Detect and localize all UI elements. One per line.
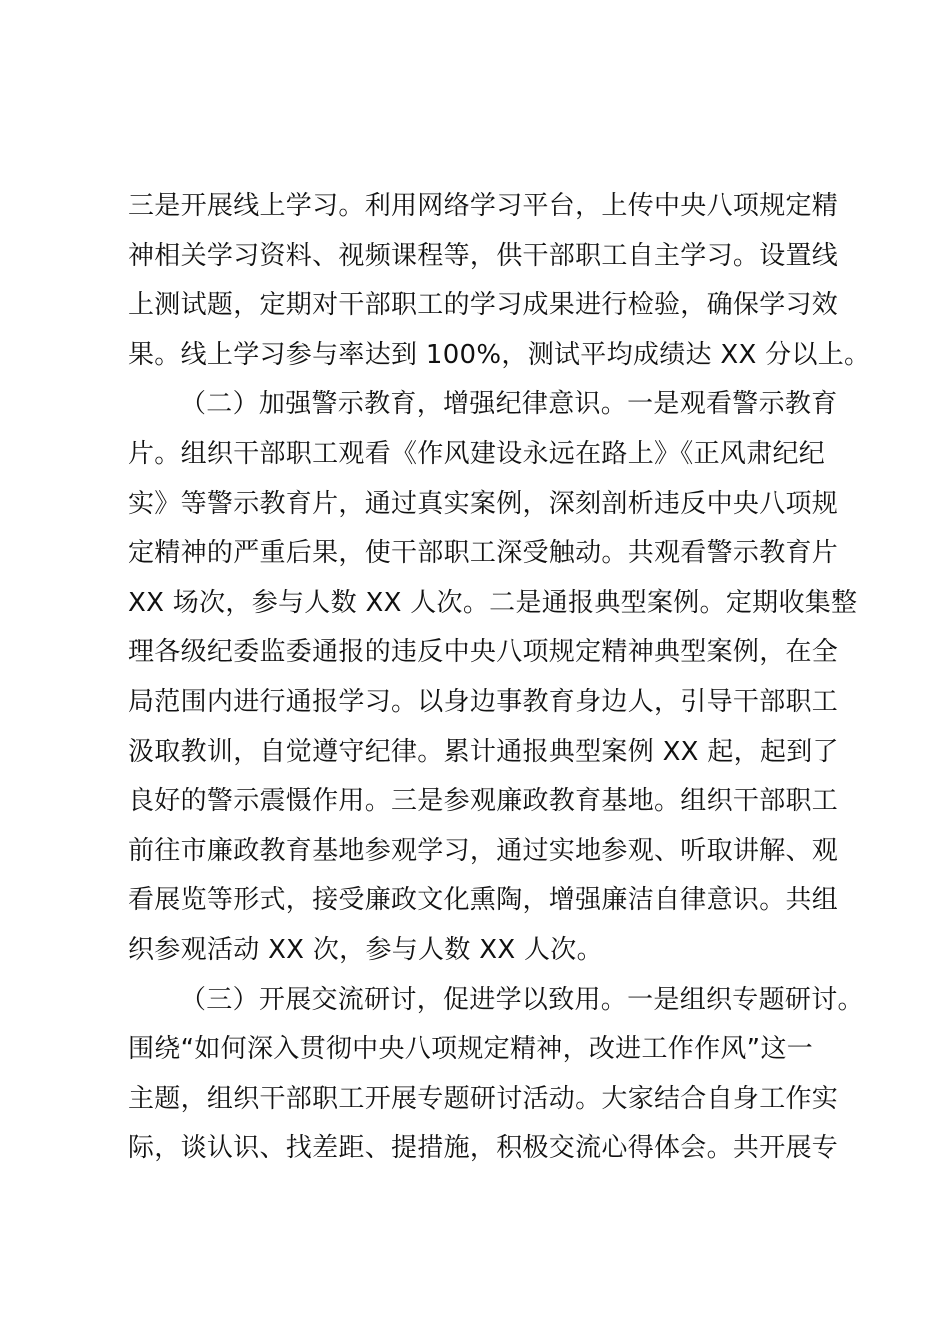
text-line: XX 场次，参与人数 XX 人次。二是通报典型案例。定期收集整: [128, 587, 858, 618]
text-line: 际，谈认识、找差距、提措施，积极交流心得体会。共开展专: [128, 1133, 839, 1164]
text-line: 三是开展线上学习。利用网络学习平台，上传中央八项规定精: [128, 191, 839, 221]
text-line: 良好的警示震慑作用。三是参观廉政教育基地。组织干部职工: [128, 786, 839, 817]
text-line: 理各级纪委监委通报的违反中央八项规定精神典型案例，在全: [128, 637, 839, 668]
text-line: 上测试题，定期对干部职工的学习成果进行检验，确保学习效: [128, 290, 839, 321]
section-heading-line: （三）开展交流研讨，促进学以致用。一是组织专题研讨。: [180, 984, 864, 1015]
text-line: 果。线上学习参与率达到 100%，测试平均成绩达 XX 分以上。: [128, 339, 871, 370]
text-line: 神相关学习资料、视频课程等，供干部职工自主学习。设置线: [128, 240, 839, 271]
text-line: 主题，组织干部职工开展专题研讨活动。大家结合自身工作实: [128, 1083, 839, 1114]
text-line: 局范围内进行通报学习。以身边事教育身边人，引导干部职工: [128, 686, 839, 717]
document-body: [128, 182, 871, 1174]
text-line: 前往市廉政教育基地参观学习，通过实地参观、听取讲解、观: [128, 835, 839, 866]
text-line: 围绕“如何深入贯彻中央八项规定精神，改进工作作风”这一: [128, 1034, 814, 1065]
text-line: 片。组织干部职工观看《作风建设永远在路上》《正风肃纪纪: [128, 438, 826, 469]
text-line: 定精神的严重后果，使干部职工深受触动。共观看警示教育片: [128, 538, 839, 569]
text-line: 织参观活动 XX 次，参与人数 XX 人次。: [128, 934, 603, 965]
section-heading-line: （二）加强警示教育，增强纪律意识。一是观看警示教育: [180, 389, 838, 420]
text-line: 实》等警示教育片，通过真实案例，深刻剖析违反中央八项规: [128, 488, 839, 519]
text-line: 看展览等形式，接受廉政文化熏陶，增强廉洁自律意识。共组: [128, 885, 839, 916]
text-line: 汲取教训，自觉遵守纪律。累计通报典型案例 XX 起，起到了: [128, 736, 839, 767]
